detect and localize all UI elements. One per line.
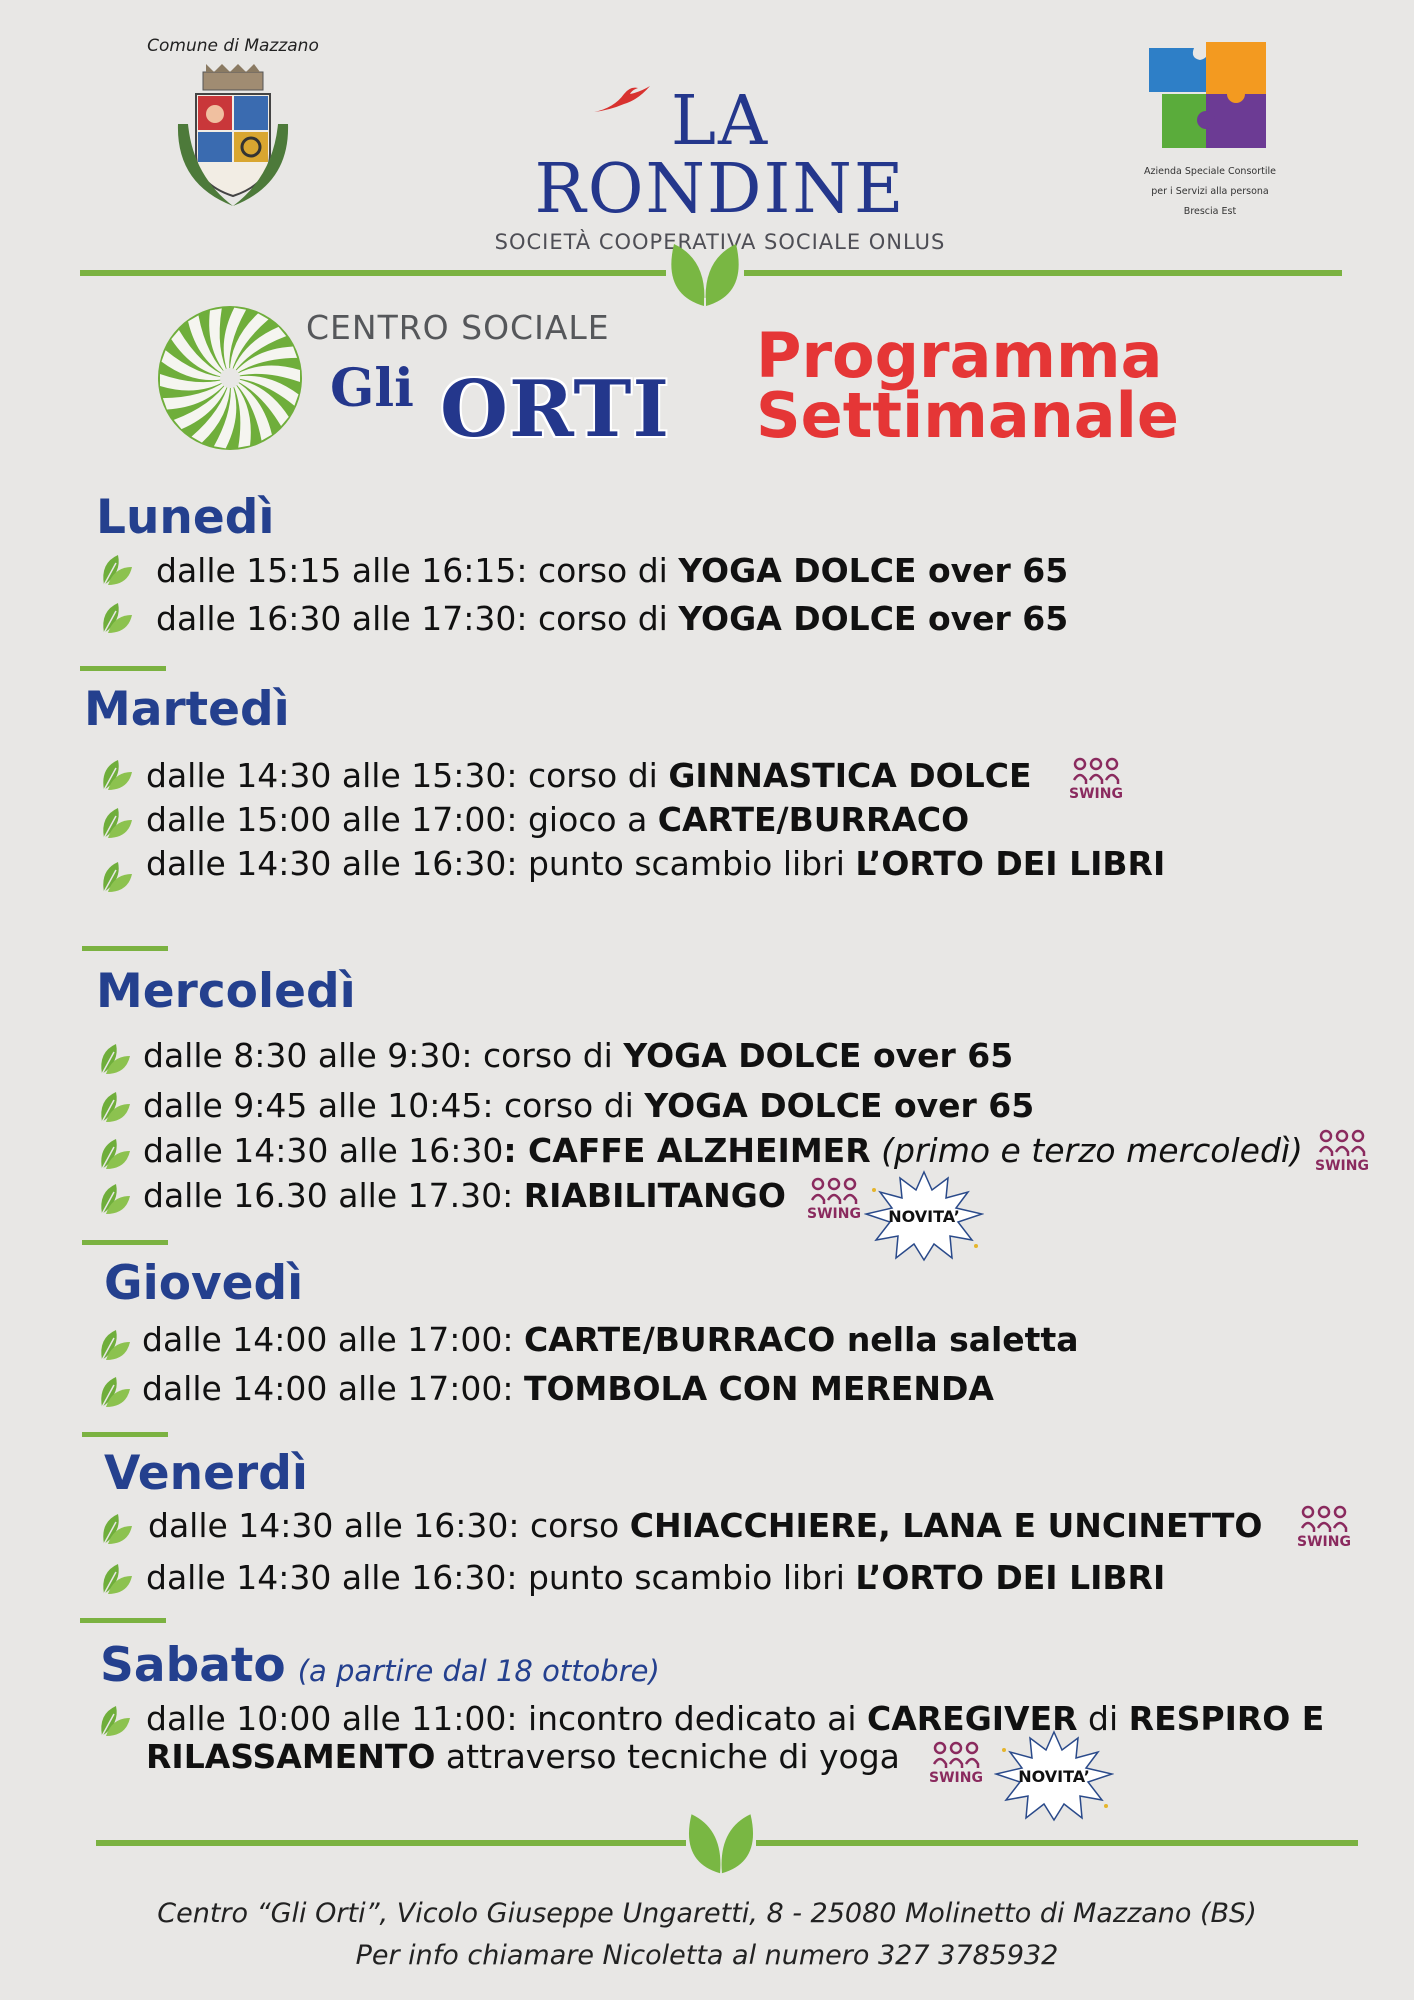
- gli-label: Gli: [330, 358, 414, 419]
- day-title-mercoledi: Mercoledì: [96, 964, 356, 1019]
- leaf-icon: [96, 1326, 134, 1364]
- top-divider-right: [744, 270, 1342, 276]
- list-item-continued: RILASSAMENTO attraverso tecniche di yoga: [146, 1737, 900, 1776]
- swing-people-icon: [804, 1176, 864, 1222]
- day-title-lunedi: Lunedì: [96, 490, 275, 545]
- list-item: dalle 16.30 alle 17.30: RIABILITANGO: [143, 1176, 786, 1215]
- bird-icon: [592, 82, 652, 122]
- leaf-icon: [98, 599, 136, 637]
- leaf-icon: [96, 1702, 134, 1740]
- leaf-icon: [98, 858, 136, 896]
- starburst-icon: [864, 1170, 984, 1262]
- leaf-icon: [98, 551, 136, 589]
- azienda-text: [1100, 162, 1320, 222]
- swing-people-icon: [1066, 756, 1126, 802]
- leaf-icon: [98, 1560, 136, 1598]
- day-note: (a partire dal 18 ottobre): [297, 1654, 660, 1688]
- centro-sociale-label: CENTRO SOCIALE: [306, 308, 610, 347]
- list-item: dalle 14:30 alle 16:30: CAFFE ALZHEIMER (primo e terzo mercoledì): [143, 1131, 1303, 1170]
- leaf-icon: [98, 804, 136, 842]
- bottom-divider-right: [756, 1840, 1358, 1846]
- leaf-icon: [96, 1088, 134, 1126]
- puzzle-logo-icon: [1144, 38, 1274, 156]
- orti-label: ORTI: [440, 364, 670, 455]
- day-title-giovedi: Giovedì: [104, 1256, 304, 1311]
- section-divider: [82, 1432, 168, 1437]
- day-title-martedi: Martedì: [84, 682, 290, 737]
- swing-people-icon: [926, 1740, 986, 1786]
- azienda-line-2: per i Servizi alla persona: [1151, 186, 1269, 197]
- bottom-divider-left: [96, 1840, 686, 1846]
- rondine-subtitle: SOCIETÀ COOPERATIVA SOCIALE ONLUS: [494, 230, 946, 254]
- swing-people-icon: [1312, 1128, 1372, 1174]
- section-divider: [80, 1618, 166, 1623]
- leaf-icon: [96, 1373, 134, 1411]
- list-item: dalle 10:00 alle 11:00: incontro dedicato ai CAREGIVER di RESPIRO E: [146, 1699, 1325, 1738]
- day-title-venerdi: Venerdì: [104, 1446, 308, 1501]
- leaf-icon: [682, 1800, 760, 1878]
- starburst-icon: [994, 1730, 1114, 1822]
- leaf-icon: [98, 756, 136, 794]
- footer-address: Centro “Gli Orti”, Vicolo Giuseppe Ungaretti, 8 - 25080 Molinetto di Mazzano (BS): [157, 1898, 1257, 1929]
- rondine-name: LA RONDINE: [534, 82, 906, 229]
- page-title: [756, 319, 1179, 452]
- list-item: dalle 15:15 alle 16:15: corso di YOGA DOLCE over 65: [156, 551, 1069, 590]
- list-item: dalle 8:30 alle 9:30: corso di YOGA DOLCE over 65: [143, 1036, 1014, 1075]
- crest-icon: [168, 64, 298, 214]
- leaf-icon: [96, 1180, 134, 1218]
- leaf-icon: [664, 230, 746, 310]
- title-line-2: Settimanale: [756, 379, 1179, 452]
- day-title-sabato: [100, 1638, 660, 1693]
- list-item: dalle 14:00 alle 17:00: CARTE/BURRACO nella saletta: [142, 1320, 1079, 1359]
- list-item: dalle 14:30 alle 16:30: punto scambio libri L’ORTO DEI LIBRI: [146, 1558, 1166, 1597]
- swing-people-icon: [1294, 1504, 1354, 1550]
- footer-contact: Per info chiamare Nicoletta al numero 327 3785932: [355, 1940, 1059, 1971]
- list-item: dalle 15:00 alle 17:00: gioco a CARTE/BURRACO: [146, 800, 970, 839]
- list-item: dalle 16:30 alle 17:30: corso di YOGA DOLCE over 65: [156, 599, 1069, 638]
- comune-label: Comune di Mazzano: [147, 36, 319, 56]
- azienda-line-1: Azienda Speciale Consortile: [1144, 166, 1276, 177]
- section-divider: [82, 1240, 168, 1245]
- list-item: dalle 14:00 alle 17:00: TOMBOLA CON MERENDA: [142, 1369, 994, 1408]
- day-title-sabato-text: Sabato: [100, 1638, 286, 1693]
- leaf-icon: [98, 1510, 136, 1548]
- top-divider-left: [80, 270, 666, 276]
- section-divider: [80, 666, 166, 671]
- list-item: dalle 14:30 alle 16:30: corso CHIACCHIERE, LANA E UNCINETTO: [148, 1506, 1263, 1545]
- list-item: dalle 14:30 alle 15:30: corso di GINNASTICA DOLCE: [146, 756, 1032, 795]
- azienda-line-3: Brescia Est: [1183, 206, 1237, 217]
- title-line-1: Programma: [756, 319, 1163, 392]
- spiral-logo-icon: [155, 303, 305, 453]
- leaf-icon: [96, 1040, 134, 1078]
- list-item: dalle 14:30 alle 16:30: punto scambio libri L’ORTO DEI LIBRI: [146, 844, 1166, 883]
- leaf-icon: [96, 1135, 134, 1173]
- section-divider: [82, 946, 168, 951]
- list-item: dalle 9:45 alle 10:45: corso di YOGA DOLCE over 65: [143, 1086, 1035, 1125]
